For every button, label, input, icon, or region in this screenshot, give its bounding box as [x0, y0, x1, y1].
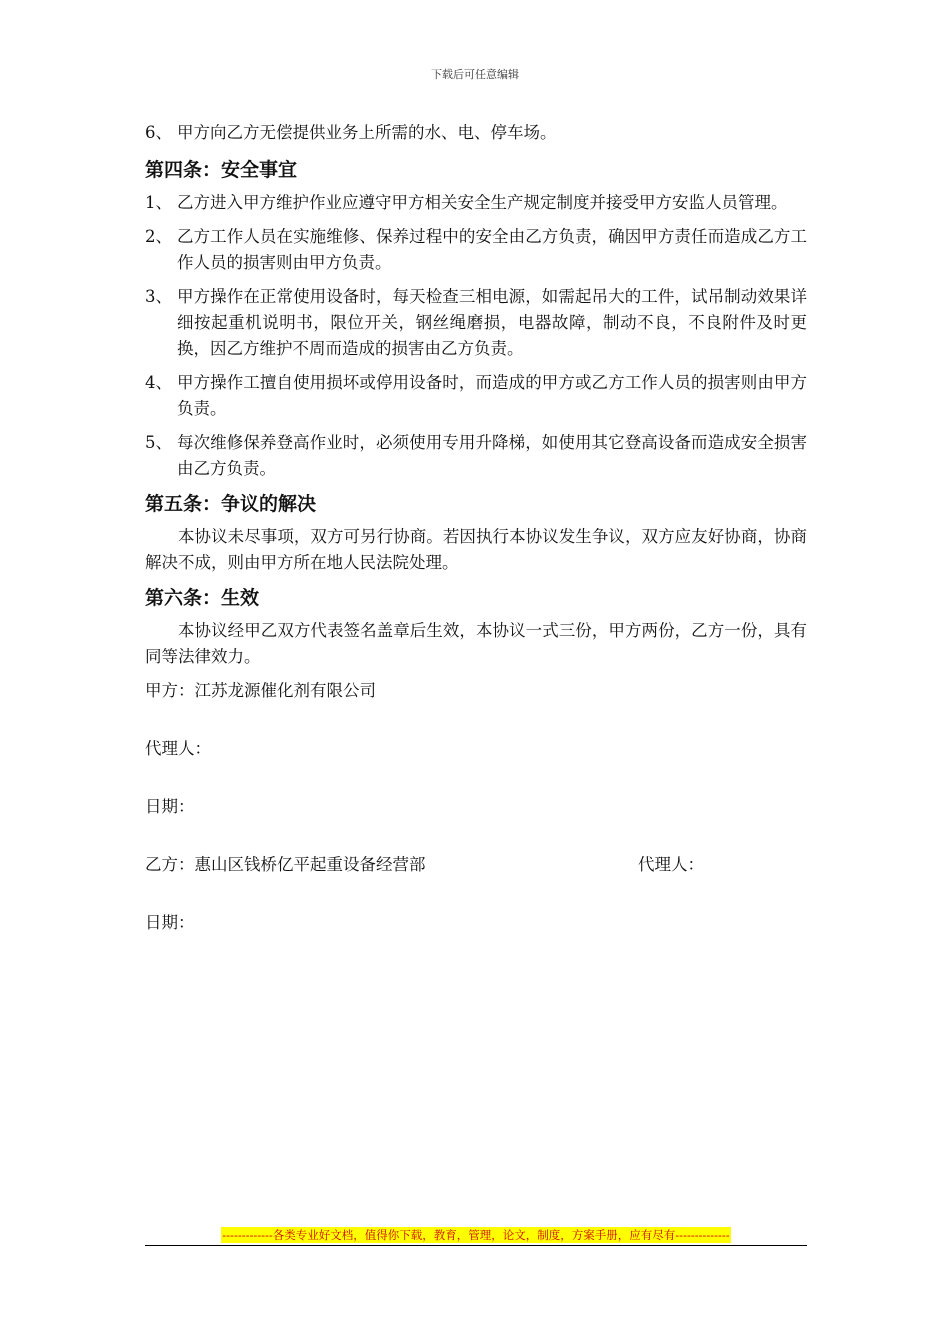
clause-item: [145, 190, 807, 216]
clause-item: [145, 284, 807, 362]
clause-number: 2、: [145, 227, 172, 246]
party-a-agent: 代理人：: [145, 739, 211, 758]
section-5-text: 本协议未尽事项，双方可另行协商。若因执行本协议发生争议，双方应友好协商，协商解决不成，则由甲方所在地人民法院处理。: [145, 527, 807, 572]
clause-text: 甲方操作工擅自使用损坏或停用设备时，而造成的甲方或乙方工作人员的损害则由甲方负责。: [177, 373, 807, 418]
party-b-row: [145, 852, 807, 878]
clause-number: 3、: [145, 287, 172, 306]
clause-number: 5、: [145, 433, 172, 452]
clause-number: 1、: [145, 193, 172, 212]
section-6-heading: 第六条：生效: [145, 587, 260, 609]
document-body: [145, 120, 807, 936]
party-b-date: 日期：: [145, 913, 195, 932]
page-footer: [145, 1224, 807, 1246]
clause-number: 6、: [145, 123, 172, 142]
section-6-text: 本协议经甲乙双方代表签名盖章后生效，本协议一式三份，甲方两份，乙方一份，具有同等法律效力。: [145, 621, 807, 666]
clause-item: [145, 430, 807, 482]
clause-text: 乙方进入甲方维护作业应遵守甲方相关安全生产规定制度并接受甲方安监人员管理。: [177, 193, 788, 212]
party-a-name: 甲方：江苏龙源催化剂有限公司: [145, 681, 376, 700]
clause-text: 乙方工作人员在实施维修、保养过程中的安全由乙方负责，确因甲方责任而造成乙方工作人员的损害则由甲方负责。: [177, 227, 807, 272]
party-a-date: 日期：: [145, 797, 195, 816]
clause-number: 4、: [145, 373, 172, 392]
clause-text: 每次维修保养登高作业时，必须使用专用升降梯，如使用其它登高设备而造成安全损害由乙方负责。: [177, 433, 807, 478]
footer-rule: [145, 1245, 807, 1246]
clause-item: [145, 224, 807, 276]
party-b-name: 乙方：惠山区钱桥亿平起重设备经营部: [145, 855, 426, 874]
clause-item: [145, 120, 807, 146]
footer-banner: -------------各类专业好文档，值得你下载，教育，管理，论文，制度，方案手册，应有尽有--------------: [222, 1228, 730, 1242]
party-b-agent: 代理人：: [638, 855, 704, 874]
clause-text: 甲方向乙方无偿提供业务上所需的水、电、停车场。: [177, 123, 557, 142]
section-5-heading: 第五条：争议的解决: [145, 493, 317, 515]
page-header: 下载后可任意编辑: [431, 68, 519, 81]
clause-item: [145, 370, 807, 422]
section-4-heading: 第四条：安全事宜: [145, 159, 298, 181]
clause-text: 甲方操作在正常使用设备时，每天检查三相电源，如需起吊大的工件，试吊制动效果详细按起重机说明书，限位开关，钢丝绳磨损，电器故障，制动不良，不良附件及时更换，因乙方维护不周而造成的损害由乙方负责。: [177, 287, 807, 358]
